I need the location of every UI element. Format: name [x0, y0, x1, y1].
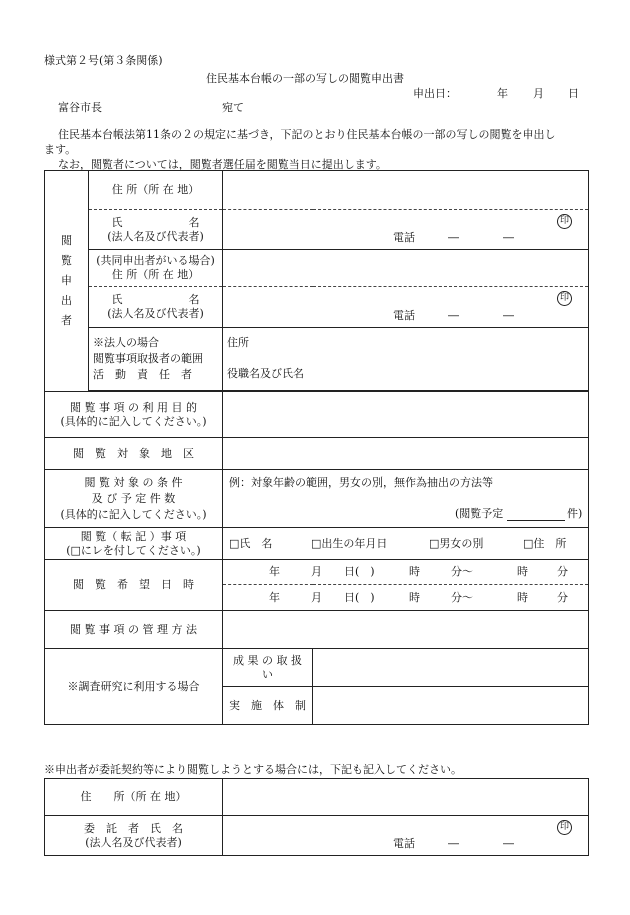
seal-mark: 印: [557, 820, 572, 835]
phone-dash: ―: [503, 231, 514, 244]
area-label: 閲 覧 対 象 地 区: [45, 438, 223, 470]
checkbox-address[interactable]: □住 所: [523, 537, 567, 550]
contract-note: ※申出者が委託契約等により閲覧しようとする場合には，下記も記入してください。: [44, 763, 462, 776]
checkbox-name[interactable]: □氏 名: [229, 537, 273, 550]
intro-line-3: なお，閲覧者については，閲覧者選任届を閲覧当日に提出します。: [58, 158, 387, 171]
date-year: 年: [497, 87, 508, 100]
contract-name-label: 委 託 者 氏 名 (法人名及び代表者): [45, 816, 223, 856]
area-field[interactable]: [223, 438, 589, 470]
datetime-row-2[interactable]: 年 月 日( ) 時 分～ 時 分: [223, 585, 589, 611]
management-label: 閲 覧 事 項 の 管 理 方 法: [45, 611, 223, 649]
planned-count-unit: 件): [567, 507, 583, 520]
corp-address-field[interactable]: 住所: [223, 328, 589, 359]
applicant-name-field[interactable]: [223, 210, 589, 250]
applicant-name-label: 氏 名 (法人名及び代表者): [89, 210, 223, 250]
research-result-field[interactable]: [313, 649, 589, 687]
condition-example: 例：対象年齢の範囲，男女の別，無作為抽出の方法等: [229, 476, 493, 489]
purpose-field[interactable]: [223, 392, 589, 438]
datetime-label: 閲 覧 希 望 日 時: [45, 560, 223, 611]
phone-label: 電話: [393, 309, 415, 322]
contract-address-field[interactable]: [223, 779, 589, 816]
phone-dash: ―: [503, 309, 514, 322]
form-number: 様式第２号(第３条関係): [44, 54, 163, 67]
contract-name-field[interactable]: [223, 816, 589, 856]
applicant-side-label: 閲 覧 申 出 者: [45, 171, 89, 392]
research-system-field[interactable]: [313, 687, 589, 725]
purpose-label: 閲 覧 事 項 の 利 用 目 的 (具体的に記入してください。): [45, 392, 223, 438]
phone-dash: ―: [448, 309, 459, 322]
research-result-label: 成 果 の 取 扱 い: [223, 649, 313, 687]
date-day: 日: [568, 87, 579, 100]
checkbox-gender[interactable]: □男女の別: [429, 537, 484, 550]
corp-responsible-label: ※法人の場合 閲覧事項取扱者の範囲 活 動 責 任 者: [89, 328, 223, 391]
phone-dash: ―: [448, 231, 459, 244]
phone-dash: ―: [448, 837, 459, 850]
items-label: 閲 覧（ 転 記 ）事 項 (□にレを付してください。): [45, 528, 223, 560]
research-label: ※調査研究に利用する場合: [45, 649, 223, 725]
intro-line-1: 住民基本台帳法第11条の２の規定に基づき，下記のとおり住民基本台帳の一部の写しの閲覧を申出し: [58, 128, 556, 141]
management-field[interactable]: [223, 611, 589, 649]
recipient-suffix: 宛て: [222, 101, 244, 114]
corp-title-name-field[interactable]: 役職名及び氏名: [223, 359, 589, 391]
date-label: 申出日：: [413, 87, 457, 100]
applicant-address-label: 住 所（所 在 地）: [89, 171, 223, 210]
items-options: [223, 528, 589, 560]
intro-line-2: ます。: [44, 143, 77, 156]
joint-address-field[interactable]: [223, 250, 589, 287]
seal-mark: 印: [557, 291, 572, 306]
contract-address-label: 住 所（所 在 地）: [45, 779, 223, 816]
datetime-row-1[interactable]: 年 月 日( ) 時 分～ 時 分: [223, 560, 589, 585]
date-month: 月: [533, 87, 544, 100]
condition-label: 閲 覧 対 象 の 条 件 及 び 予 定 件 数 (具体的に記入してください。): [45, 470, 223, 528]
research-system-label: 実 施 体 制: [223, 687, 313, 725]
recipient: 富谷市長: [58, 101, 102, 114]
form-title: 住民基本台帳の一部の写しの閲覧申出書: [206, 72, 404, 85]
planned-count-input[interactable]: [507, 508, 565, 521]
checkbox-birthdate[interactable]: □出生の年月日: [311, 537, 388, 550]
joint-name-label: 氏 名 (法人名及び代表者): [89, 287, 223, 328]
phone-label: 電話: [393, 231, 415, 244]
planned-count-label: (閲覧予定: [455, 507, 504, 520]
seal-mark: 印: [557, 214, 572, 229]
phone-dash: ―: [503, 837, 514, 850]
joint-name-field[interactable]: [223, 287, 589, 328]
application-form-table: [44, 170, 589, 725]
contract-table: [44, 778, 589, 856]
joint-address-label: (共同申出者がいる場合) 住 所（所 在 地）: [89, 250, 223, 287]
phone-label: 電話: [393, 837, 415, 850]
applicant-address-field[interactable]: [223, 171, 589, 210]
condition-field[interactable]: [223, 470, 589, 528]
